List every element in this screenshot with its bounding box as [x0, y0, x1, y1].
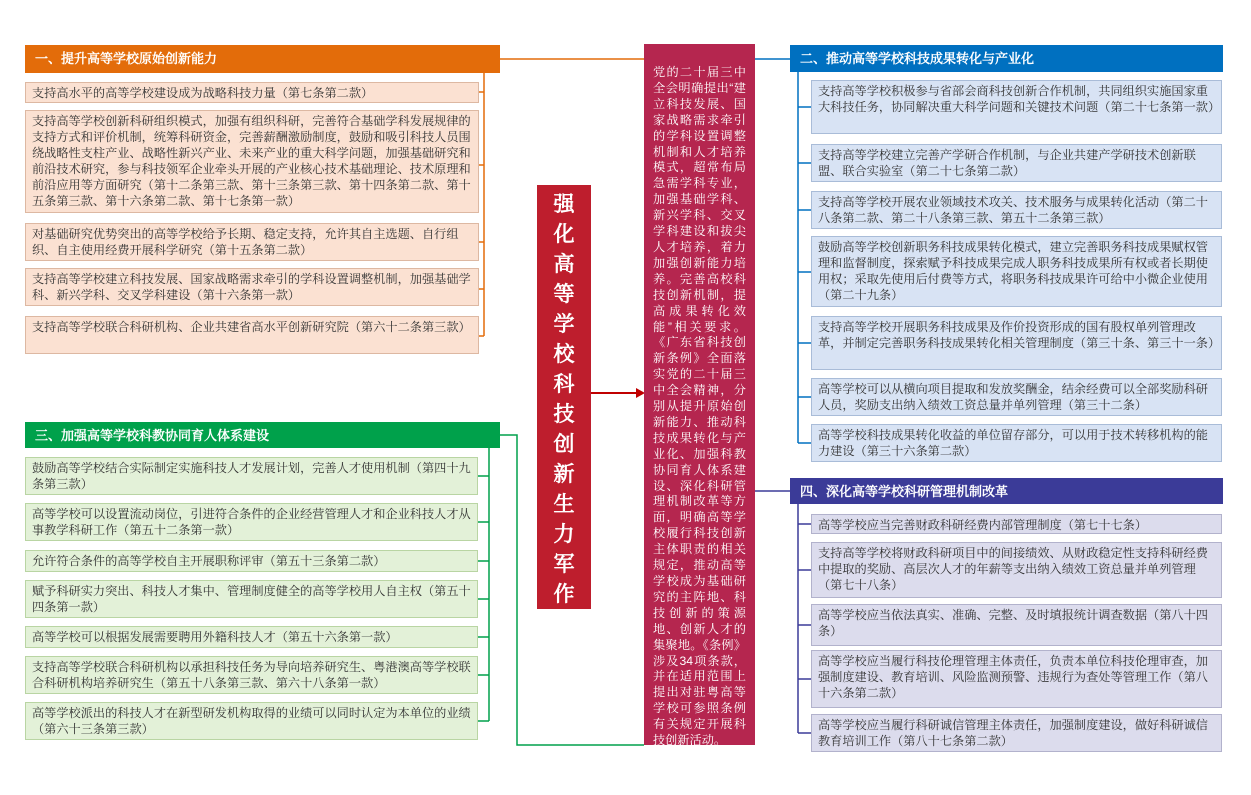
- section-3-item: 支持高等学校联合科研机构以承担科技任务为导向培养研究生、粤港澳高等学校联合科研机构培养研究生（第五十八条第三款、第六十八条第一款）: [25, 656, 478, 694]
- section-3-item: 高等学校派出的科技人才在新型研发机构取得的业绩可以同时认定为本单位的业绩（第六十三条第三款）: [25, 702, 478, 740]
- section-3-item: 赋予科研实力突出、科技人才集中、管理制度健全的高等学校用人自主权（第五十四条第一款）: [25, 580, 478, 618]
- section-1-header: 一、提升高等学校原始创新能力: [25, 45, 500, 73]
- section-3-item: 高等学校可以设置流动岗位，引进符合条件的企业经营管理人才和企业科技人才从事教学科研工作（第五十二条第一款）: [25, 503, 478, 541]
- center-title-char: 高: [553, 253, 575, 276]
- section-2-item: 支持高等学校建立完善产学研合作机制，与企业共建产学研技术创新联盟、联合实验室（第二十七条第二款）: [811, 144, 1222, 182]
- section-3-header: 三、加强高等学校科教协同育人体系建设: [25, 422, 500, 448]
- section-1-item: 支持高等学校联合科研机构、企业共建省高水平创新研究院（第六十二条第三款）: [25, 316, 479, 354]
- section-3-item: 高等学校可以根据发展需要聘用外籍科技人才（第五十六条第一款）: [25, 626, 478, 648]
- section-2-item: 支持高等学校开展农业领域技术攻关、技术服务与成果转化活动（第二十八条第二款、第二十八条第三款、第五十二条第三款）: [811, 191, 1222, 229]
- section-2-item: 高等学校可以从横向项目提取和发放奖酬金，结余经费可以全部奖励科研人员，奖励支出纳入绩效工资总量并单列管理（第三十二条）: [811, 378, 1222, 416]
- center-title-char: 化: [553, 223, 575, 246]
- section-3-item: 鼓励高等学校结合实际制定实施科技人才发展计划，完善人才使用机制（第四十九条第三款）: [25, 457, 478, 495]
- center-title-char: 强: [553, 193, 575, 216]
- center-title-char: 生: [553, 493, 575, 516]
- section-4-item: 高等学校应当依法真实、准确、完整、及时填报统计调查数据（第八十四条）: [811, 604, 1222, 646]
- section-4-item: 高等学校应当履行科技伦理管理主体责任，负责本单位科技伦理审查，加强制度建设、教育培训、风险监测预警、违规行为查处等管理工作（第八十六条第二款）: [811, 650, 1222, 708]
- section-2-item: 鼓励高等学校创新职务科技成果转化模式，建立完善职务科技成果赋权管理和监督制度，探索赋予科技成果完成人职务科技成果所有权或者长期使用权；采取先使用后付费等方式，将职务科技成果许可给中小微企业使用（第二十九条）: [811, 236, 1222, 307]
- section-2-item: 支持高等学校积极参与省部会商科技创新合作机制，共同组织实施国家重大科技任务，协同解决重大科学问题和关键技术问题（第二十七条第一款）: [811, 80, 1222, 134]
- center-title-char: 军: [553, 553, 575, 576]
- section-1-item: 对基础研究优势突出的高等学校给予长期、稳定支持，允许其自主选题、自行组织、自主使用经费开展科学研究（第十五条第二款）: [25, 223, 479, 261]
- center-summary-text: 党的二十届三中全会明确提出“建立科技发展、国家战略需求牵引的学科设置调整机制和人才培养模式，超常布局急需学科专业，加强基础学科、新兴学科、交叉学科建设和拔尖人才培养，着力加强创新能力培养。完善高校科技创新机制，提高成果转化效能”相关要求。《广东省科技创新条例》全面落实党的二十届三中全会精神，分别从提升原始创新能力、推动科技成果转化与产业化、加强科教协同育人体系建设、深化科研管理机制改革等方面，明确高等学校履行科技创新主体职责的相关规定，推动高等学校成为基础研究的主阵地、科技创新的策源地、创新人才的集聚地。《条例》涉及34项条款，并在适用范围上提出对驻粤高等学校可参照条例有关规定开展科技创新活动。: [644, 44, 755, 745]
- section-4-item: 高等学校应当履行科研诚信管理主体责任，加强制度建设，做好科研诚信教育培训工作（第八十七条第二款）: [811, 714, 1222, 752]
- center-title-char: 作: [553, 583, 575, 606]
- center-title-char: 科: [553, 373, 575, 396]
- section-2-item: 支持高等学校开展职务科技成果及作价投资形成的国有股权单列管理改革，并制定完善职务科技成果转化相关管理制度（第三十条、第三十一条）: [811, 316, 1222, 370]
- section-1-item: 支持高水平的高等学校建设成为战略科技力量（第七条第二款）: [25, 82, 479, 103]
- center-title-char: 技: [553, 403, 575, 426]
- section-4-item: 支持高等学校将财政科研项目中的间接绩效、从财政稳定性支持科研经费中提取的奖励、高层次人才的年薪等支出纳入绩效工资总量并单列管理（第七十八条）: [811, 542, 1222, 598]
- section-2-item: 高等学校科技成果转化收益的单位留存部分，可以用于技术转移机构的能力建设（第三十六条第二款）: [811, 424, 1222, 462]
- section-4-item: 高等学校应当完善财政科研经费内部管理制度（第七十七条）: [811, 514, 1222, 534]
- section-4-header: 四、深化高等学校科研管理机制改革: [790, 478, 1223, 504]
- center-title-char: 学: [553, 313, 575, 336]
- center-title-char: 用: [553, 613, 575, 636]
- center-title: [537, 185, 591, 636]
- center-title-char: 新: [553, 463, 575, 486]
- center-title-char: 等: [553, 283, 575, 306]
- section-1-item: 支持高等学校创新科研组织模式，加强有组织科研，完善符合基础学科发展规律的支持方式和评价机制，统筹科研资金，完善薪酬激励制度，鼓励和吸引科技人员围绕战略性支柱产业、战略性新兴产业、未来产业的重大科学问题，加强基础研究和前沿技术研究，参与科技领军企业牵头开展的产业核心技术基础理论、技术原理和前沿应用等方面研究（第十二条第三款、第十三条第三款、第十四条第二款、第十五条第三款、第十六条第二款、第十七条第一款）: [25, 110, 479, 213]
- center-title-char: 创: [553, 433, 575, 456]
- section-1-item: 支持高等学校建立科技发展、国家战略需求牵引的学科设置调整机制，加强基础学科、新兴学科、交叉学科建设（第十六条第一款）: [25, 268, 479, 306]
- center-title-char: 力: [553, 523, 575, 546]
- section-2-header: 二、推动高等学校科技成果转化与产业化: [790, 45, 1223, 72]
- section-3-item: 允许符合条件的高等学校自主开展职称评审（第五十三条第二款）: [25, 550, 478, 572]
- center-title-char: 校: [553, 343, 575, 366]
